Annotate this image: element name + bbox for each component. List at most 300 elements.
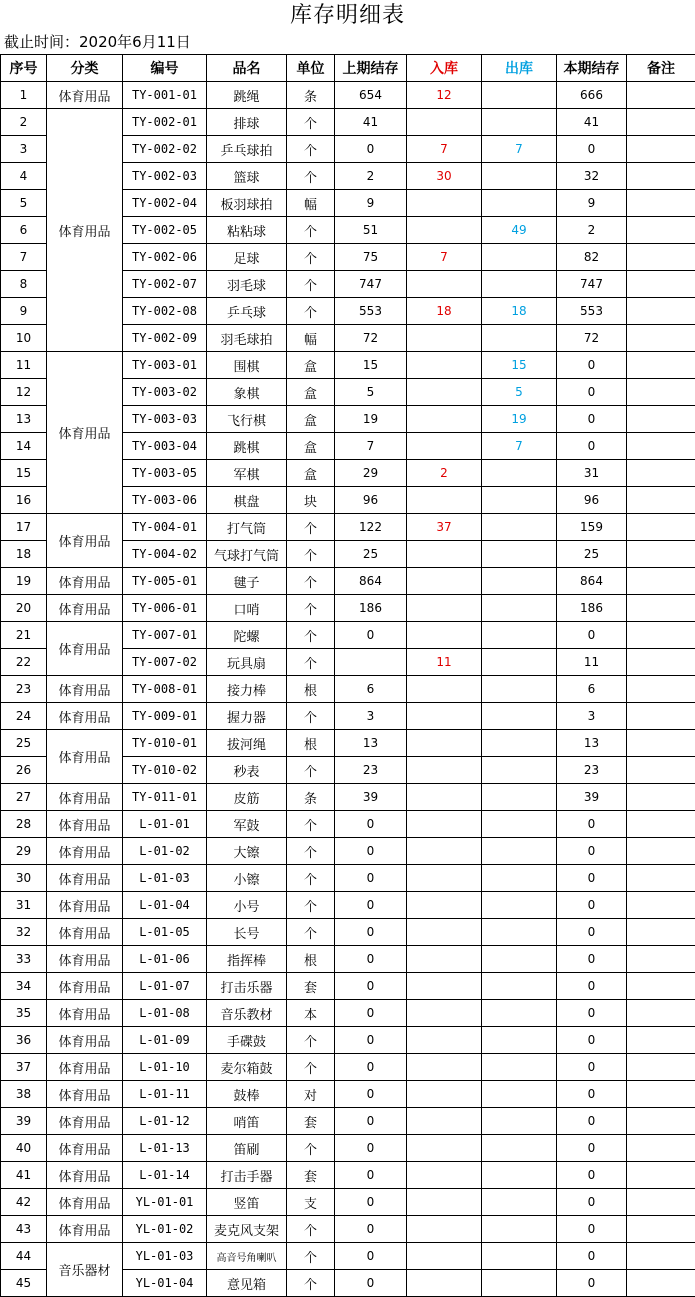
table-row [1, 892, 695, 919]
cell-code: TY-003-06 [123, 487, 207, 514]
cell-in [407, 892, 482, 919]
cell-cur: 0 [557, 622, 627, 649]
cell-out [482, 1054, 557, 1081]
cell-unit: 对 [287, 1081, 335, 1108]
cell-cur: 864 [557, 568, 627, 595]
cell-no: 8 [1, 271, 47, 298]
cell-out [482, 1027, 557, 1054]
cell-category: 体育用品 [47, 784, 123, 811]
cell-in [407, 811, 482, 838]
cell-note [627, 82, 695, 109]
cell-category: 体育用品 [47, 1108, 123, 1135]
cell-unit: 个 [287, 244, 335, 271]
cell-out [482, 568, 557, 595]
cell-name: 麦克风支架 [207, 1216, 287, 1243]
cell-note [627, 406, 695, 433]
cell-name: 板羽球拍 [207, 190, 287, 217]
cell-unit: 个 [287, 595, 335, 622]
cell-no: 17 [1, 514, 47, 541]
cell-code: TY-003-05 [123, 460, 207, 487]
cell-out [482, 487, 557, 514]
cell-name: 秒表 [207, 757, 287, 784]
cell-note [627, 514, 695, 541]
cell-category: 体育用品 [47, 1081, 123, 1108]
cell-code: TY-002-06 [123, 244, 207, 271]
cell-note [627, 1270, 695, 1297]
cell-cur: 0 [557, 352, 627, 379]
cell-prev: 6 [335, 676, 407, 703]
cell-note [627, 946, 695, 973]
cell-in [407, 379, 482, 406]
cell-in: 18 [407, 298, 482, 325]
cell-prev: 51 [335, 217, 407, 244]
cell-no: 40 [1, 1135, 47, 1162]
cell-no: 11 [1, 352, 47, 379]
cell-name: 手碟鼓 [207, 1027, 287, 1054]
cell-out: 18 [482, 298, 557, 325]
cell-no: 32 [1, 919, 47, 946]
cell-name: 玩具扇 [207, 649, 287, 676]
cell-in [407, 487, 482, 514]
table-row [1, 1216, 695, 1243]
cell-no: 44 [1, 1243, 47, 1270]
cell-out [482, 676, 557, 703]
cell-unit: 盒 [287, 406, 335, 433]
cell-out: 5 [482, 379, 557, 406]
cell-unit: 个 [287, 568, 335, 595]
cell-unit: 个 [287, 649, 335, 676]
cell-name: 打击乐器 [207, 973, 287, 1000]
cell-prev: 39 [335, 784, 407, 811]
cell-code: L-01-04 [123, 892, 207, 919]
cell-no: 41 [1, 1162, 47, 1189]
cell-note [627, 541, 695, 568]
cell-in [407, 541, 482, 568]
cell-note [627, 298, 695, 325]
table-row [1, 703, 695, 730]
cell-prev: 3 [335, 703, 407, 730]
cell-name: 小号 [207, 892, 287, 919]
cell-prev: 19 [335, 406, 407, 433]
cell-no: 30 [1, 865, 47, 892]
cell-name: 笛刷 [207, 1135, 287, 1162]
cell-cur: 0 [557, 973, 627, 1000]
cell-in: 2 [407, 460, 482, 487]
cell-prev: 0 [335, 1081, 407, 1108]
cell-note [627, 676, 695, 703]
cell-prev: 5 [335, 379, 407, 406]
cell-code: TY-004-01 [123, 514, 207, 541]
cell-no: 19 [1, 568, 47, 595]
cell-in [407, 730, 482, 757]
cell-note [627, 703, 695, 730]
cell-unit: 个 [287, 541, 335, 568]
cell-code: TY-007-01 [123, 622, 207, 649]
cell-name: 象棋 [207, 379, 287, 406]
cell-category: 体育用品 [47, 1027, 123, 1054]
cell-category: 体育用品 [47, 919, 123, 946]
cell-prev: 9 [335, 190, 407, 217]
cell-code: YL-01-03 [123, 1243, 207, 1270]
cell-cur: 0 [557, 1162, 627, 1189]
cell-name: 音乐教材 [207, 1000, 287, 1027]
cell-note [627, 622, 695, 649]
table-row [1, 1243, 695, 1270]
cell-out [482, 109, 557, 136]
cell-category: 体育用品 [47, 865, 123, 892]
cell-unit: 个 [287, 622, 335, 649]
cell-in [407, 433, 482, 460]
cell-prev: 23 [335, 757, 407, 784]
cell-unit: 块 [287, 487, 335, 514]
cell-out [482, 757, 557, 784]
cell-unit: 套 [287, 1108, 335, 1135]
header-code: 编号 [123, 55, 207, 82]
cell-unit: 个 [287, 514, 335, 541]
cell-note [627, 1243, 695, 1270]
cell-unit: 个 [287, 1135, 335, 1162]
cell-name: 长号 [207, 919, 287, 946]
cell-code: TY-006-01 [123, 595, 207, 622]
cell-note [627, 379, 695, 406]
cell-name: 气球打气筒 [207, 541, 287, 568]
cell-unit: 个 [287, 298, 335, 325]
cell-category: 体育用品 [47, 1216, 123, 1243]
cell-unit: 个 [287, 1027, 335, 1054]
cell-category: 体育用品 [47, 352, 123, 514]
cell-cur: 0 [557, 919, 627, 946]
cell-code: TY-003-04 [123, 433, 207, 460]
cell-cur: 0 [557, 433, 627, 460]
cell-unit: 个 [287, 163, 335, 190]
cell-unit: 根 [287, 676, 335, 703]
cell-cur: 25 [557, 541, 627, 568]
cell-prev: 0 [335, 1108, 407, 1135]
cell-cur: 0 [557, 1081, 627, 1108]
cell-name: 飞行棋 [207, 406, 287, 433]
cell-no: 3 [1, 136, 47, 163]
cell-no: 16 [1, 487, 47, 514]
cell-in [407, 217, 482, 244]
cell-cur: 0 [557, 1054, 627, 1081]
cell-name: 握力器 [207, 703, 287, 730]
cell-out [482, 784, 557, 811]
cell-in: 7 [407, 244, 482, 271]
cell-out [482, 1270, 557, 1297]
cell-prev: 25 [335, 541, 407, 568]
header-no: 序号 [1, 55, 47, 82]
cell-note [627, 865, 695, 892]
cell-cur: 0 [557, 1243, 627, 1270]
cell-out [482, 514, 557, 541]
cell-category: 体育用品 [47, 1000, 123, 1027]
cell-no: 23 [1, 676, 47, 703]
cell-code: YL-01-02 [123, 1216, 207, 1243]
cell-unit: 套 [287, 1162, 335, 1189]
cell-cur: 0 [557, 379, 627, 406]
cell-in [407, 1162, 482, 1189]
cell-no: 15 [1, 460, 47, 487]
cell-prev: 0 [335, 973, 407, 1000]
cell-cur: 32 [557, 163, 627, 190]
cell-code: TY-002-07 [123, 271, 207, 298]
cell-category: 体育用品 [47, 703, 123, 730]
cell-out: 7 [482, 433, 557, 460]
cell-code: TY-002-02 [123, 136, 207, 163]
cell-unit: 个 [287, 838, 335, 865]
cell-cur: 0 [557, 1000, 627, 1027]
cell-no: 13 [1, 406, 47, 433]
header-in: 入库 [407, 55, 482, 82]
table-row [1, 1054, 695, 1081]
cell-no: 35 [1, 1000, 47, 1027]
cell-code: TY-005-01 [123, 568, 207, 595]
cell-prev: 186 [335, 595, 407, 622]
table-row [1, 730, 695, 757]
cell-note [627, 460, 695, 487]
cell-note [627, 1216, 695, 1243]
cell-name: 乒乓球 [207, 298, 287, 325]
cell-note [627, 352, 695, 379]
cell-no: 42 [1, 1189, 47, 1216]
cell-in [407, 190, 482, 217]
cell-note [627, 784, 695, 811]
cell-note [627, 136, 695, 163]
table-row [1, 1108, 695, 1135]
cell-code: L-01-11 [123, 1081, 207, 1108]
table-row [1, 784, 695, 811]
cell-prev: 2 [335, 163, 407, 190]
cell-name: 毽子 [207, 568, 287, 595]
cell-cur: 31 [557, 460, 627, 487]
cell-in [407, 1000, 482, 1027]
cell-in: 7 [407, 136, 482, 163]
cell-cur: 0 [557, 1027, 627, 1054]
cell-no: 39 [1, 1108, 47, 1135]
cell-out [482, 946, 557, 973]
header-note: 备注 [627, 55, 695, 82]
cell-prev: 7 [335, 433, 407, 460]
cell-category: 体育用品 [47, 1189, 123, 1216]
cell-name: 篮球 [207, 163, 287, 190]
cell-out [482, 865, 557, 892]
cell-code: TY-010-01 [123, 730, 207, 757]
cell-unit: 个 [287, 757, 335, 784]
cell-no: 9 [1, 298, 47, 325]
header-prev: 上期结存 [335, 55, 407, 82]
cell-out [482, 82, 557, 109]
cell-cur: 0 [557, 406, 627, 433]
cell-prev: 0 [335, 1243, 407, 1270]
header-unit: 单位 [287, 55, 335, 82]
cell-no: 34 [1, 973, 47, 1000]
cell-prev: 0 [335, 1027, 407, 1054]
cell-prev: 553 [335, 298, 407, 325]
cell-unit: 个 [287, 109, 335, 136]
cell-cur: 0 [557, 136, 627, 163]
cell-cur: 39 [557, 784, 627, 811]
cell-category: 体育用品 [47, 973, 123, 1000]
cell-cur: 0 [557, 1189, 627, 1216]
cell-prev: 0 [335, 1162, 407, 1189]
table-row [1, 946, 695, 973]
cell-note [627, 1108, 695, 1135]
cell-category: 体育用品 [47, 1162, 123, 1189]
cutoff-date: 截止时间：2020年6月11日 [0, 30, 695, 54]
cell-cur: 72 [557, 325, 627, 352]
cell-prev: 0 [335, 136, 407, 163]
cell-note [627, 109, 695, 136]
cell-no: 21 [1, 622, 47, 649]
cell-note [627, 838, 695, 865]
cell-unit: 盒 [287, 433, 335, 460]
cell-code: L-01-02 [123, 838, 207, 865]
cell-no: 22 [1, 649, 47, 676]
cell-out [482, 811, 557, 838]
cell-no: 36 [1, 1027, 47, 1054]
cell-out: 15 [482, 352, 557, 379]
cell-name: 小镲 [207, 865, 287, 892]
cell-prev: 75 [335, 244, 407, 271]
cell-code: TY-011-01 [123, 784, 207, 811]
cell-prev: 0 [335, 622, 407, 649]
cell-code: L-01-14 [123, 1162, 207, 1189]
cell-cur: 186 [557, 595, 627, 622]
cell-prev: 15 [335, 352, 407, 379]
cell-in [407, 1243, 482, 1270]
cell-prev: 0 [335, 1054, 407, 1081]
cell-prev: 0 [335, 1270, 407, 1297]
cell-name: 拔河绳 [207, 730, 287, 757]
cell-out [482, 892, 557, 919]
cell-cur: 0 [557, 1270, 627, 1297]
cell-unit: 个 [287, 1243, 335, 1270]
header-category: 分类 [47, 55, 123, 82]
table-row [1, 1081, 695, 1108]
table-row [1, 109, 695, 136]
header-cur: 本期结存 [557, 55, 627, 82]
cell-category: 体育用品 [47, 514, 123, 568]
cell-unit: 条 [287, 784, 335, 811]
cell-code: TY-007-02 [123, 649, 207, 676]
cell-out [482, 190, 557, 217]
cell-no: 28 [1, 811, 47, 838]
cell-unit: 盒 [287, 352, 335, 379]
header-out: 出库 [482, 55, 557, 82]
cell-name: 大镲 [207, 838, 287, 865]
cell-note [627, 1000, 695, 1027]
cell-note [627, 973, 695, 1000]
table-row [1, 1162, 695, 1189]
cell-note [627, 433, 695, 460]
cell-out [482, 919, 557, 946]
cell-note [627, 892, 695, 919]
cell-note [627, 163, 695, 190]
cell-in [407, 325, 482, 352]
cell-out [482, 703, 557, 730]
cell-code: L-01-12 [123, 1108, 207, 1135]
cell-name: 麦尔箱鼓 [207, 1054, 287, 1081]
cell-code: TY-003-01 [123, 352, 207, 379]
cell-name: 军棋 [207, 460, 287, 487]
cell-in [407, 1270, 482, 1297]
table-row [1, 352, 695, 379]
table-row [1, 514, 695, 541]
cell-unit: 个 [287, 919, 335, 946]
cell-out [482, 325, 557, 352]
cell-out [482, 244, 557, 271]
cell-cur: 159 [557, 514, 627, 541]
cell-name: 跳棋 [207, 433, 287, 460]
cell-note [627, 1135, 695, 1162]
cell-prev: 864 [335, 568, 407, 595]
cell-note [627, 595, 695, 622]
cell-cur: 9 [557, 190, 627, 217]
cell-in [407, 1135, 482, 1162]
cell-no: 24 [1, 703, 47, 730]
cell-out [482, 1216, 557, 1243]
cell-note [627, 271, 695, 298]
cell-note [627, 568, 695, 595]
cell-no: 12 [1, 379, 47, 406]
cell-no: 31 [1, 892, 47, 919]
cell-cur: 0 [557, 865, 627, 892]
cell-code: TY-004-02 [123, 541, 207, 568]
cell-prev: 0 [335, 1135, 407, 1162]
cell-in [407, 784, 482, 811]
cell-in: 11 [407, 649, 482, 676]
cell-code: TY-002-04 [123, 190, 207, 217]
cell-in [407, 595, 482, 622]
cell-out [482, 1081, 557, 1108]
cell-note [627, 919, 695, 946]
cell-note [627, 487, 695, 514]
table-row [1, 865, 695, 892]
cell-code: TY-010-02 [123, 757, 207, 784]
cell-out [482, 649, 557, 676]
cell-out: 19 [482, 406, 557, 433]
table-row [1, 676, 695, 703]
cell-no: 5 [1, 190, 47, 217]
cell-in [407, 1081, 482, 1108]
cell-no: 2 [1, 109, 47, 136]
cell-code: L-01-01 [123, 811, 207, 838]
cell-category: 体育用品 [47, 946, 123, 973]
cell-note [627, 1027, 695, 1054]
cell-code: TY-009-01 [123, 703, 207, 730]
cell-name: 排球 [207, 109, 287, 136]
cell-name: 乒乓球拍 [207, 136, 287, 163]
table-row [1, 973, 695, 1000]
cell-in [407, 622, 482, 649]
cell-out [482, 622, 557, 649]
cell-unit: 个 [287, 1216, 335, 1243]
cell-prev: 654 [335, 82, 407, 109]
cell-code: TY-002-08 [123, 298, 207, 325]
cell-name: 跳绳 [207, 82, 287, 109]
cell-category: 体育用品 [47, 109, 123, 352]
cell-in [407, 973, 482, 1000]
cell-in: 37 [407, 514, 482, 541]
table-row [1, 82, 695, 109]
cell-no: 38 [1, 1081, 47, 1108]
table-row [1, 811, 695, 838]
cell-note [627, 649, 695, 676]
cell-category: 体育用品 [47, 1054, 123, 1081]
cell-unit: 个 [287, 811, 335, 838]
cell-note [627, 1189, 695, 1216]
cell-unit: 幅 [287, 190, 335, 217]
